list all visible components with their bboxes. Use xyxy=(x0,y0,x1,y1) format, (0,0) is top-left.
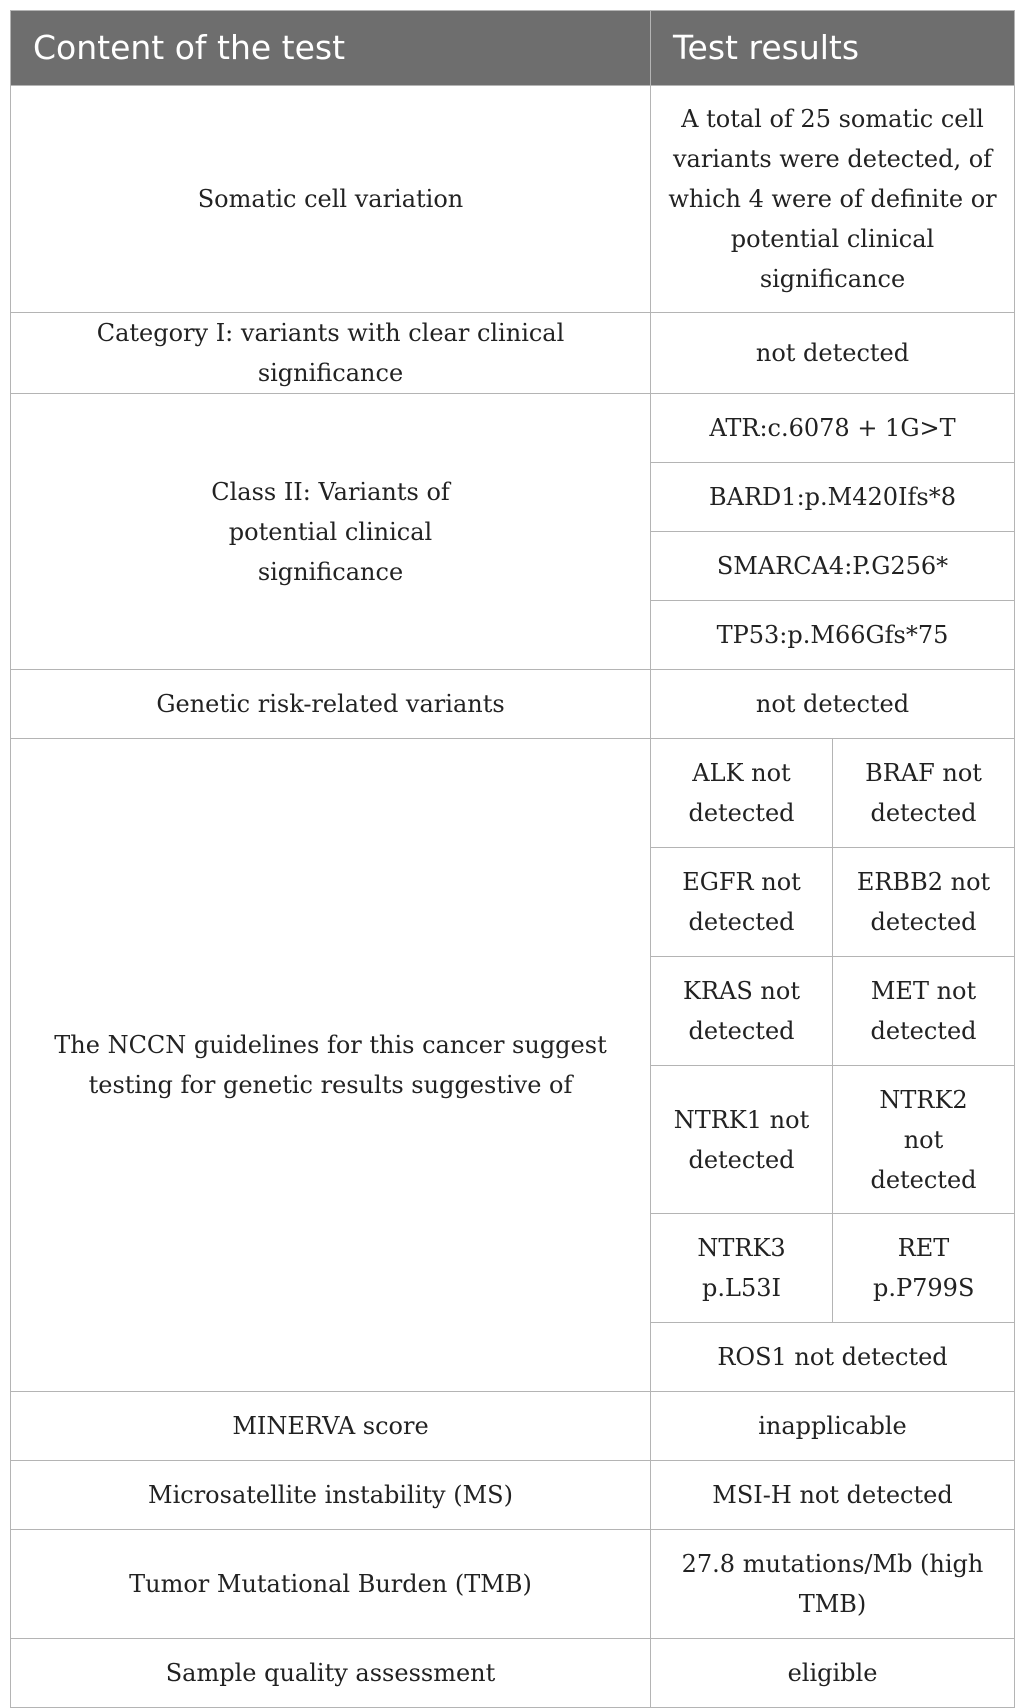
nccn-result-met: MET not detected xyxy=(833,957,1015,1066)
table-row xyxy=(11,86,1015,313)
nccn-result-ret: RET p.P799S xyxy=(833,1214,1015,1323)
minerva-label: MINERVA score xyxy=(11,1392,651,1461)
header-test-results: Test results xyxy=(651,11,1015,86)
table-row xyxy=(11,1530,1015,1639)
nccn-result-ntrk1: NTRK1 not detected xyxy=(651,1066,833,1214)
class2-result-atr: ATR:c.6078 + 1G>T xyxy=(651,394,1015,463)
table-header-row xyxy=(11,11,1015,86)
table-row xyxy=(11,1461,1015,1530)
tmb-result: 27.8 mutations/Mb (high TMB) xyxy=(651,1530,1015,1639)
category1-label: Category I: variants with clear clinical significance xyxy=(11,313,651,394)
nccn-result-ntrk2: NTRK2 not detected xyxy=(833,1066,1015,1214)
nccn-result-braf: BRAF not detected xyxy=(833,739,1015,848)
category1-result: not detected xyxy=(651,313,1015,394)
class2-result-smarca4: SMARCA4:P.G256* xyxy=(651,532,1015,601)
table-row xyxy=(11,739,1015,848)
nccn-result-kras: KRAS not detected xyxy=(651,957,833,1066)
table-row xyxy=(11,313,1015,394)
genetic-risk-label: Genetic risk-related variants xyxy=(11,670,651,739)
quality-result: eligible xyxy=(651,1639,1015,1708)
somatic-variation-result: A total of 25 somatic cell variants were detected, of which 4 were of definite or potential clinical significance xyxy=(651,86,1015,313)
nccn-result-egfr: EGFR not detected xyxy=(651,848,833,957)
test-results-table xyxy=(10,10,1015,1708)
tmb-label: Tumor Mutational Burden (TMB) xyxy=(11,1530,651,1639)
nccn-label: The NCCN guidelines for this cancer suggest testing for genetic results suggestive of xyxy=(11,739,651,1392)
table-row xyxy=(11,1392,1015,1461)
table-row xyxy=(11,394,1015,463)
table-row xyxy=(11,670,1015,739)
nccn-result-ros1: ROS1 not detected xyxy=(651,1323,1015,1392)
msi-label: Microsatellite instability (MS) xyxy=(11,1461,651,1530)
msi-result: MSI-H not detected xyxy=(651,1461,1015,1530)
nccn-result-alk: ALK not detected xyxy=(651,739,833,848)
somatic-variation-label: Somatic cell variation xyxy=(11,86,651,313)
table-row xyxy=(11,1639,1015,1708)
genetic-risk-result: not detected xyxy=(651,670,1015,739)
class2-label: Class II: Variants of potential clinical significance xyxy=(11,394,651,670)
nccn-result-erbb2: ERBB2 not detected xyxy=(833,848,1015,957)
class2-result-tp53: TP53:p.M66Gfs*75 xyxy=(651,601,1015,670)
test-results-table-container xyxy=(10,10,1014,1708)
class2-result-bard1: BARD1:p.M420Ifs*8 xyxy=(651,463,1015,532)
nccn-result-ntrk3: NTRK3 p.L53I xyxy=(651,1214,833,1323)
minerva-result: inapplicable xyxy=(651,1392,1015,1461)
header-content-of-test: Content of the test xyxy=(11,11,651,86)
quality-label: Sample quality assessment xyxy=(11,1639,651,1708)
